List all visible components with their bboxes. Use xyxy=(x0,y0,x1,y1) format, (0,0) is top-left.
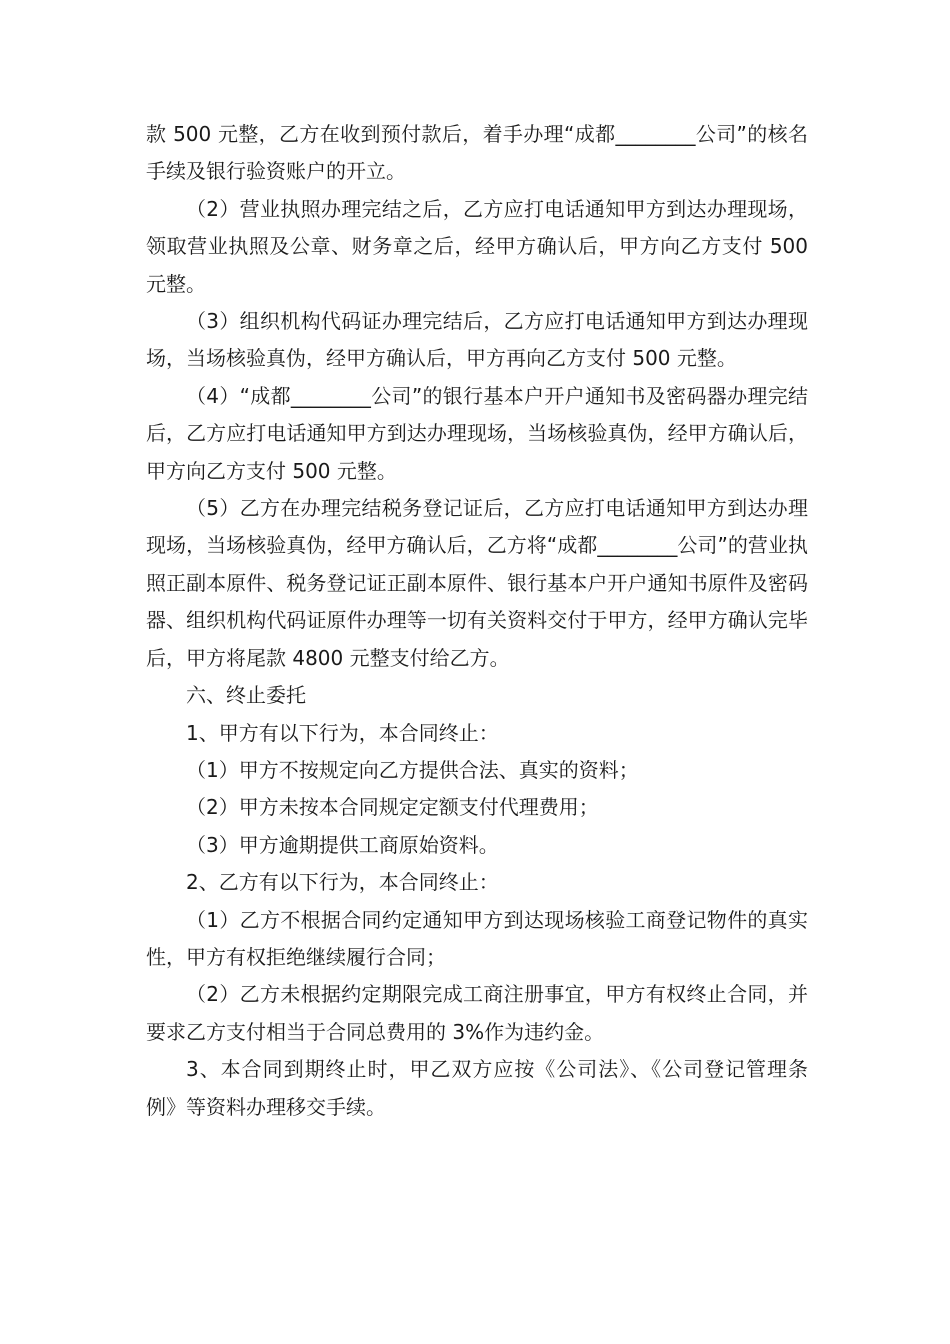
paragraph-party-a-terms: 1、甲方有以下行为，本合同终止： xyxy=(186,720,499,745)
paragraph-party-a-item-1: （1）甲方不按规定向乙方提供合法、真实的资料； xyxy=(186,757,639,782)
paragraph-party-a-item-3: （3）甲方逾期提供工商原始资料。 xyxy=(186,832,499,857)
paragraph-clause-2: （2）营业执照办理完结之后，乙方应打电话通知甲方到达办理现场，领取营业执照及公章、财务章之后，经甲方确认后，甲方向乙方支付 500 元整。 xyxy=(146,196,808,296)
paragraph-party-a-item-2: （2）甲方未按本合同规定定额支付代理费用； xyxy=(186,795,599,820)
paragraph-clause-5: （5）乙方在办理完结税务登记证后，乙方应打电话通知甲方到达办理现场，当场核验真伪，经甲方确认后，乙方将“成都________公司”的营业执照正副本原件、税务登记证正副本原件、银行基本户开户通知书原件及密码器、组织机构代码证原件办理等一切有关资料交付于甲方，经甲方确认完毕后，甲方将尾款 4800 元整支付给乙方。 xyxy=(146,496,808,670)
paragraph-party-b-item-1: （1）乙方不根据合同约定通知甲方到达现场核验工商登记物件的真实性，甲方有权拒绝继续履行合同； xyxy=(146,907,808,969)
paragraph-clause-4: （4）“成都________公司”的银行基本户开户通知书及密码器办理完结后，乙方应打电话通知甲方到达办理现场，当场核验真伪，经甲方确认后，甲方向乙方支付 500 元整。 xyxy=(146,383,808,483)
paragraph-expiry-handover: 3、本合同到期终止时，甲乙双方应按《公司法》、《公司登记管理条例》等资料办理移交手续。 xyxy=(146,1057,808,1119)
paragraph-party-b-item-2: （2）乙方未根据约定期限完成工商注册事宜，甲方有权终止合同，并要求乙方支付相当于合同总费用的 3%作为违约金。 xyxy=(146,982,808,1044)
paragraph-clause-3: （3）组织机构代码证办理完结后，乙方应打电话通知甲方到达办理现场，当场核验真伪，经甲方确认后，甲方再向乙方支付 500 元整。 xyxy=(146,309,808,371)
section-heading-termination: 六、终止委托 xyxy=(186,683,306,708)
document-body xyxy=(146,116,808,1126)
paragraph-prepayment: 款 500 元整，乙方在收到预付款后，着手办理“成都________公司”的核名手续及银行验资账户的开立。 xyxy=(146,122,808,184)
paragraph-party-b-terms: 2、乙方有以下行为，本合同终止： xyxy=(186,870,499,895)
